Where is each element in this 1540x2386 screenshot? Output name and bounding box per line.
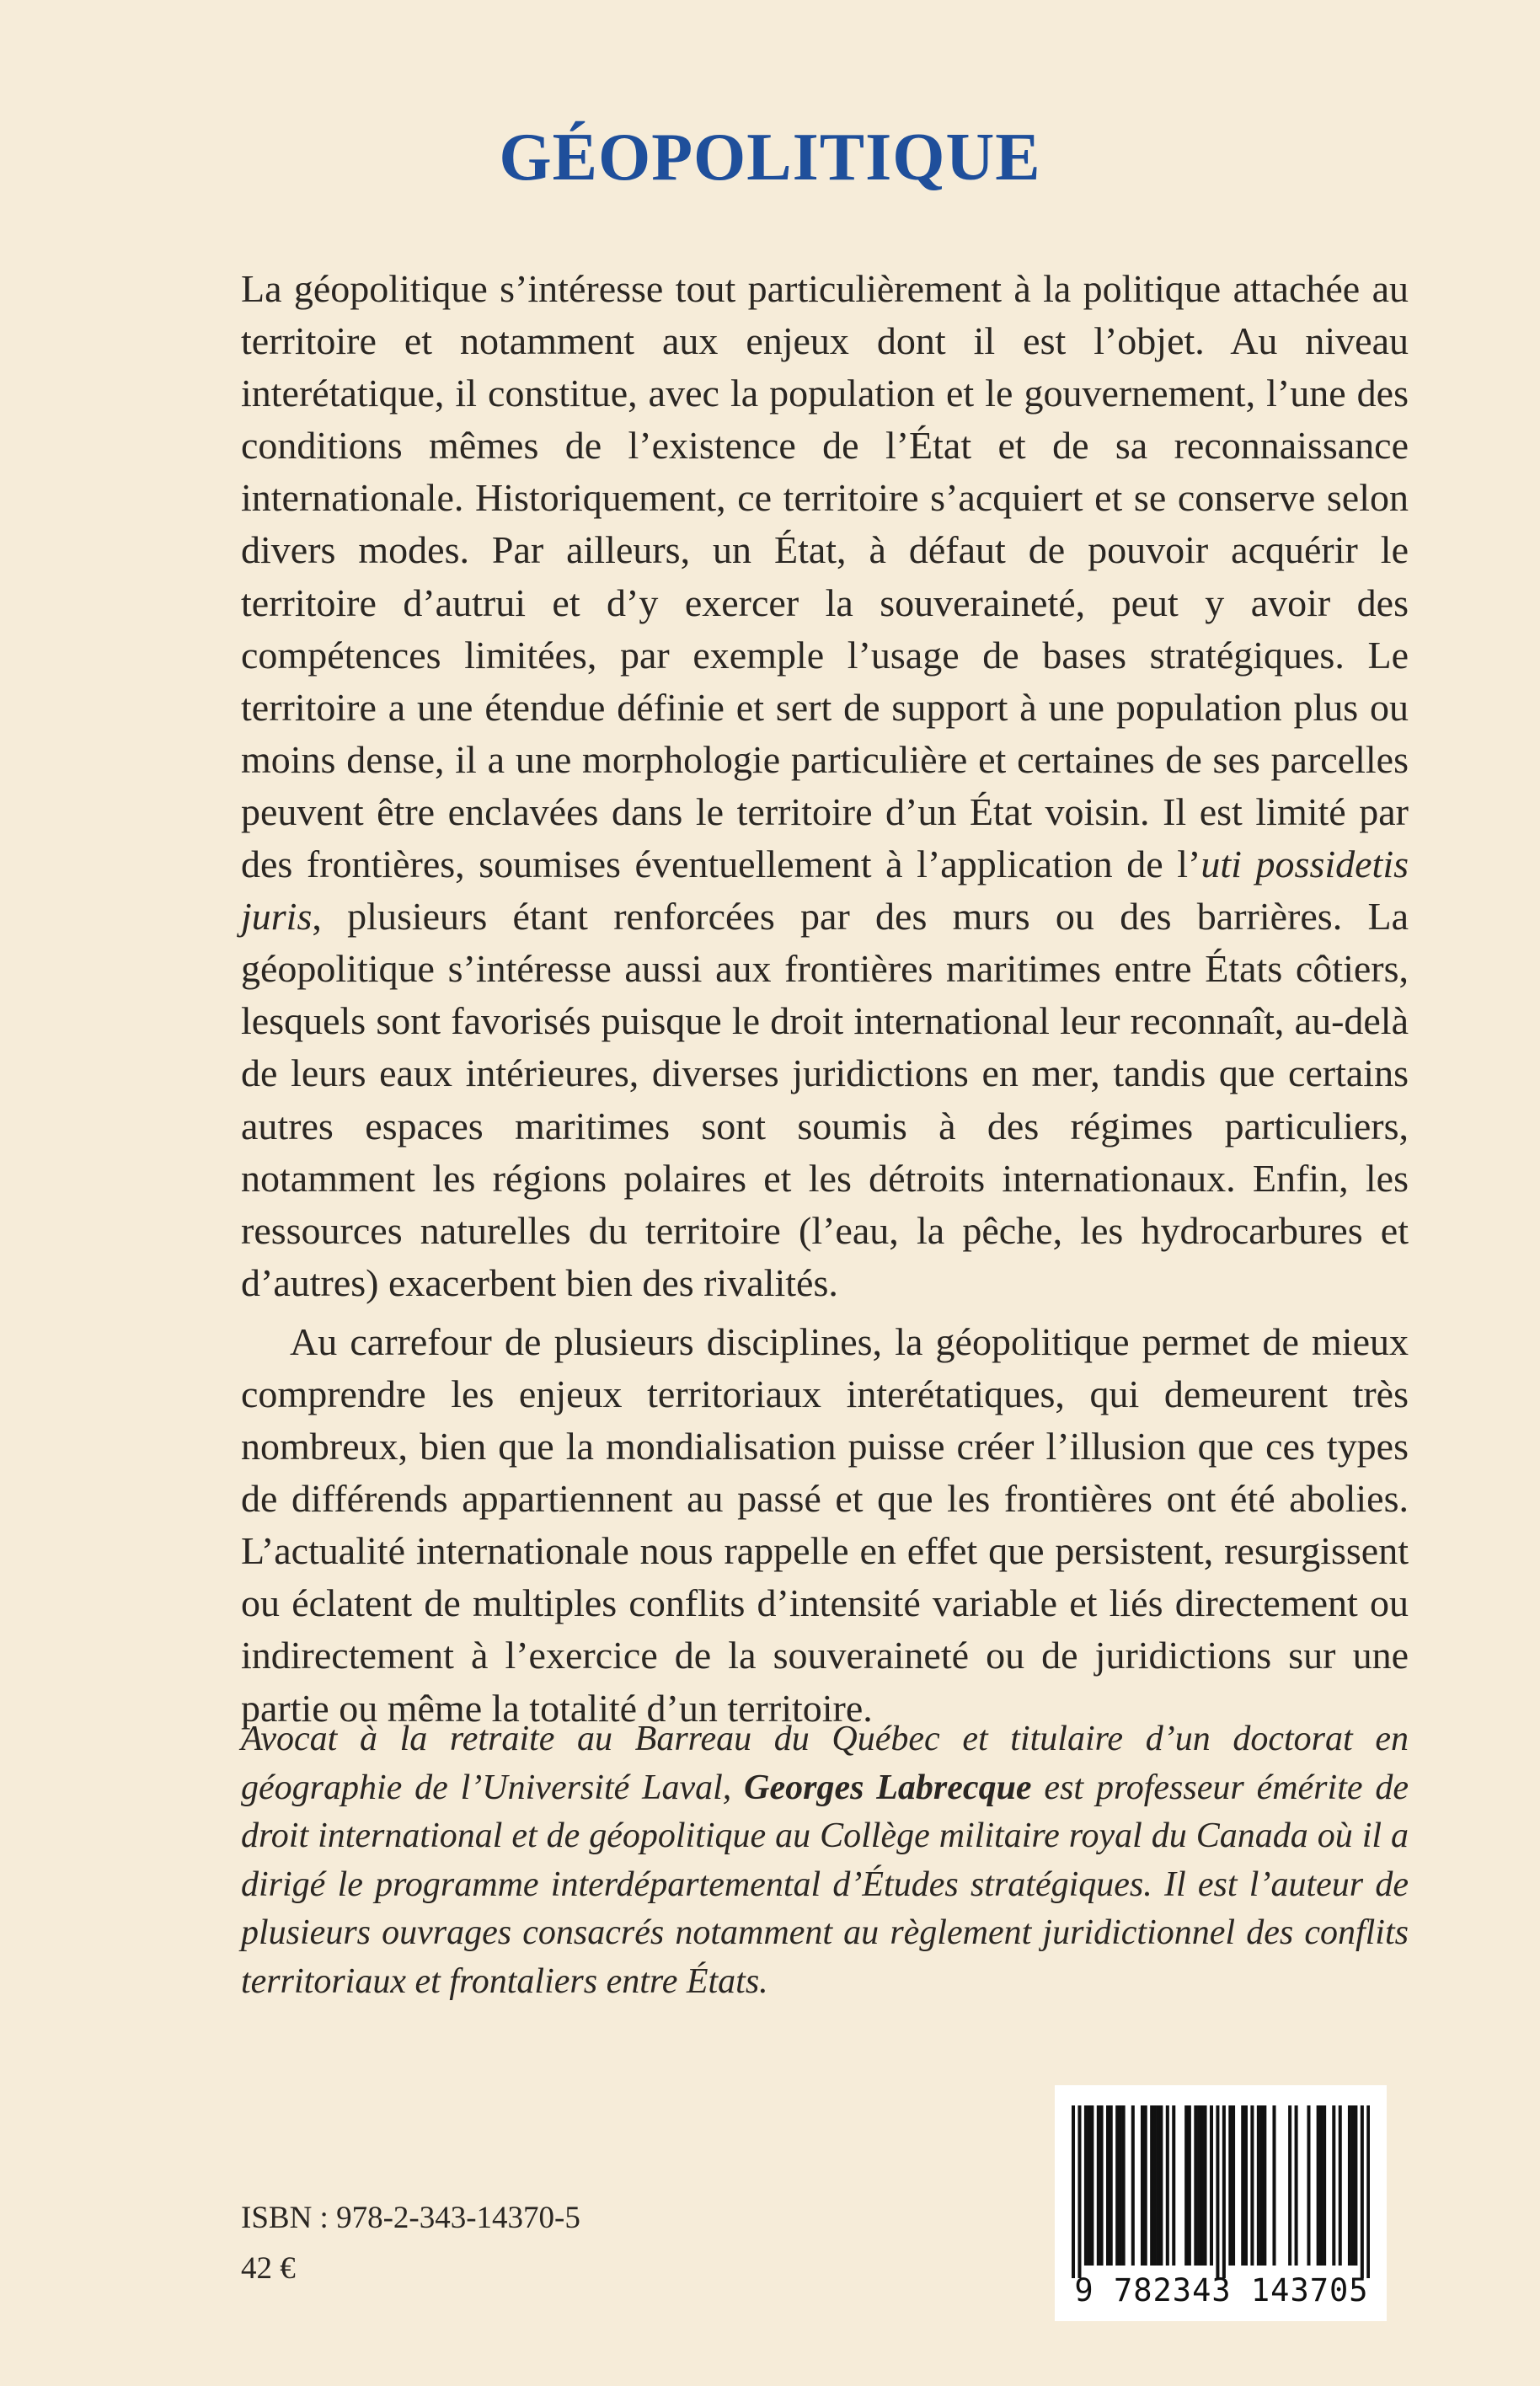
barcode-bar	[1100, 2105, 1104, 2266]
barcode-bar	[1197, 2105, 1200, 2266]
barcode-bar	[1228, 2105, 1232, 2266]
book-title: GÉOPOLITIQUE	[499, 120, 1041, 195]
barcode-bar	[1122, 2105, 1126, 2266]
barcode-bar	[1166, 2105, 1169, 2266]
barcode-bar	[1184, 2105, 1188, 2266]
barcode-bar	[1141, 2105, 1144, 2266]
barcode-bar	[1250, 2105, 1254, 2266]
summary-text	[241, 263, 1409, 1735]
barcode-bar	[1216, 2105, 1219, 2278]
latin-term: uti possidetis juris	[241, 843, 1409, 939]
author-bio-intro: Avocat à la retraite au Barreau du Québec et titulaire d’un doctorat en géographie de l’Université Laval,	[241, 1720, 1409, 1807]
barcode-bar	[1119, 2105, 1122, 2266]
barcode-bar	[1260, 2105, 1264, 2266]
price-label: 42 €	[241, 2251, 296, 2286]
barcode-bar	[1232, 2105, 1235, 2266]
barcode-bar	[1332, 2105, 1335, 2266]
barcode-bar	[1317, 2105, 1320, 2266]
barcode-bar	[1348, 2105, 1351, 2266]
barcode-bar	[1090, 2105, 1094, 2266]
barcode-bar	[1077, 2105, 1081, 2278]
isbn-label: ISBN : 978-2-343-14370-5	[241, 2201, 580, 2235]
barcode-bar	[1257, 2105, 1260, 2266]
barcode-bar	[1366, 2105, 1370, 2278]
barcode-graphic	[1072, 2105, 1370, 2278]
barcode-panel	[1055, 2085, 1387, 2321]
summary-paragraph-1-text-b: , plusieurs étant renforcées par des murs ou des barrières. La géopolitique s’intéresse aussi aux frontières maritimes entre États côtiers, lesquels sont favorisés puisque le droit international leur reconnaît, au-delà de leurs eaux intérieures, diverses juridictions en mer, tandis que certains autres espaces maritimes sont soumis à des régimes particuliers, notamment les régions polaires et les détroits internationaux. Enfin, les ressources naturelles du territoire (l’eau, la pêche, les hydrocarbures et d’autres) exacerbent bien des rivalités.	[241, 895, 1409, 1304]
barcode-bar	[1194, 2105, 1197, 2266]
barcode-bar	[1088, 2105, 1091, 2266]
barcode-bar	[1131, 2105, 1135, 2266]
barcode-bar	[1150, 2105, 1153, 2266]
barcode-bar	[1115, 2105, 1119, 2266]
summary-paragraph-2: Au carrefour de plusieurs disciplines, la géopolitique permet de mieux comprendre les enjeux territoriaux interétatiques, qui demeurent très nombreux, bien que la mondialisation puisse créer l’illusion que ces types de différends appartiennent au passé et que les frontières ont été abolies. L’actualité internationale nous rappelle en effet que persistent, resurgissent ou éclatent de multiples conflits d’intensité variable et liés directement ou indirectement à l’exercice de la souveraineté ou de juridictions sur une partie ou même la totalité d’un territoire.	[241, 1319, 1409, 1730]
barcode-digits: 9 782343 143705	[1074, 2272, 1369, 2308]
author-bio	[241, 1715, 1409, 2007]
barcode-bar	[1097, 2105, 1100, 2266]
barcode-bar	[1106, 2105, 1110, 2266]
barcode-bar	[1072, 2105, 1075, 2278]
barcode-bar	[1263, 2105, 1266, 2266]
barcode-bar	[1110, 2105, 1113, 2266]
barcode-bar	[1244, 2105, 1248, 2266]
summary-paragraph-1-text-a: La géopolitique s’intéresse tout particulièrement à la politique attachée au territoire et notamment aux enjeux dont il est l’objet. Au niveau interétatique, il constitue, avec la population et le gouvernement, l’une des conditions mêmes de l’existence de l’État et de sa reconnaissance internationale. Historiquement, ce territoire s’acquiert et se conserve selon divers modes. Par ailleurs, un État, à défaut de pouvoir acquérir le territoire d’autrui et d’y exercer la souveraineté, peut y avoir des compétences limitées, par exemple l’usage de bases stratégiques. Le territoire a une étendue définie et sert de support à une population plus ou moins dense, il a une morphologie particulière et certaines de ses parcelles peuvent être enclavées dans le territoire d’un État voisin. Il est limité par des frontières, soumises éventuellement à l’application de l’	[241, 267, 1409, 886]
summary-paragraph-1	[241, 263, 1409, 1309]
barcode-bar	[1361, 2105, 1364, 2278]
barcode-bar	[1188, 2105, 1191, 2266]
barcode-bar	[1288, 2105, 1291, 2266]
barcode-bar	[1319, 2105, 1323, 2266]
barcode-bar	[1241, 2105, 1244, 2266]
barcode-bar	[1210, 2105, 1213, 2266]
author-name: Georges Labrecque	[744, 1768, 1032, 1807]
barcode-bar	[1172, 2105, 1175, 2266]
barcode-bar	[1200, 2105, 1204, 2266]
barcode-bar	[1144, 2105, 1147, 2266]
barcode-bar	[1354, 2105, 1357, 2266]
barcode-bar	[1157, 2105, 1160, 2266]
author-bio-rest: est professeur émérite de droit international et de géopolitique au Collège militaire royal du Canada où il a dirigé le programme interdépartemental d’Études stratégiques. Il est l’auteur de plusieurs ouvrages consacrés notamment au règlement juridictionnel des conflits territoriaux et frontaliers entre États.	[241, 1768, 1409, 2001]
barcode-bar	[1295, 2105, 1298, 2266]
barcode-bar	[1153, 2105, 1157, 2266]
barcode-bar	[1159, 2105, 1163, 2266]
barcode-bar	[1084, 2105, 1088, 2266]
barcode-bar	[1351, 2105, 1355, 2266]
barcode-bar	[1307, 2105, 1310, 2266]
barcode-bar	[1339, 2105, 1342, 2266]
barcode-bar	[1204, 2105, 1207, 2266]
barcode-bar	[1272, 2105, 1275, 2266]
barcode-bar	[1323, 2105, 1326, 2266]
barcode-bar	[1222, 2105, 1226, 2278]
